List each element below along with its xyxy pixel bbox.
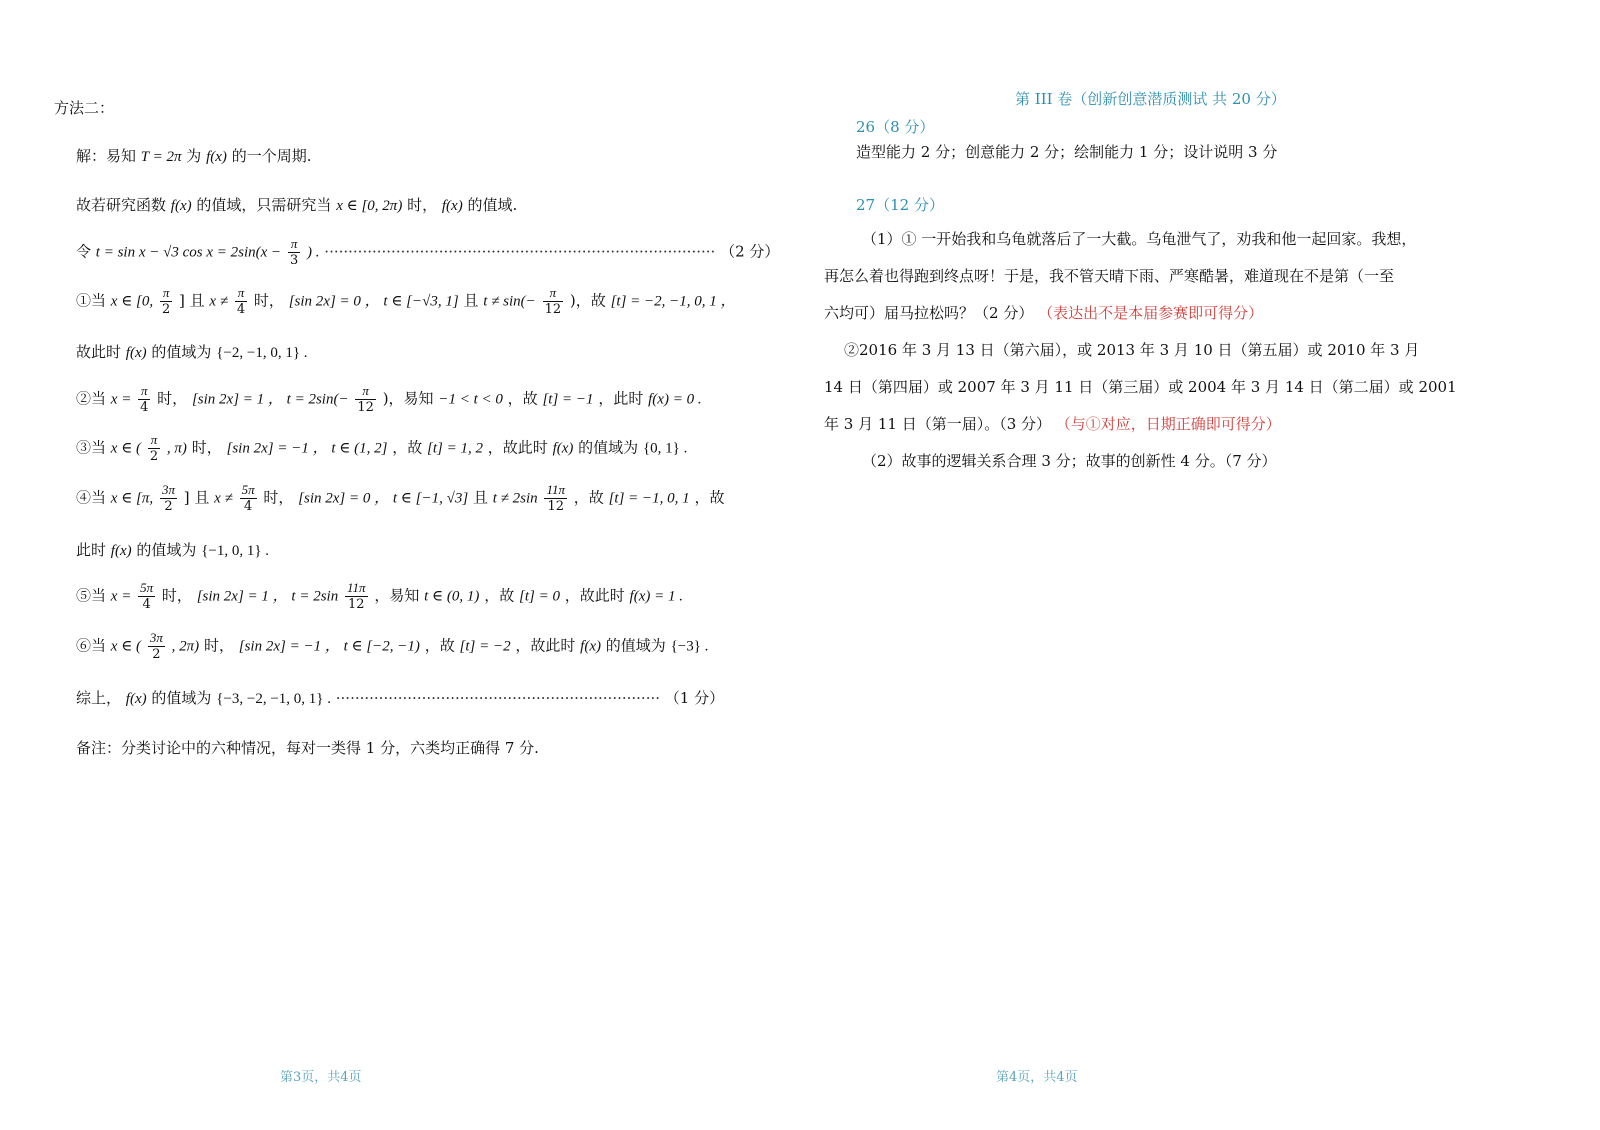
text: ] 且 bbox=[183, 488, 210, 507]
text: ④当 bbox=[76, 488, 107, 507]
text: 的值域为 bbox=[578, 438, 639, 457]
text: 时， bbox=[191, 438, 222, 457]
text: 的一个周期. bbox=[231, 147, 312, 165]
case-2-line bbox=[76, 383, 702, 416]
func-expr: f(x) bbox=[110, 543, 132, 559]
case-1-line bbox=[76, 285, 736, 318]
text: ，故此时 bbox=[564, 586, 625, 605]
q27-paragraph-2-line-2: 14 日（第四届）或 2007 年 3 月 11 日（第三届）或 2004 年 3 月 14 日（第二届）或 2001 bbox=[824, 378, 1457, 396]
text: ，故 bbox=[424, 636, 455, 655]
func-expr: f(x) bbox=[125, 345, 147, 361]
expr: x ≠ bbox=[209, 293, 229, 310]
expr: [sin 2x] = 1 ， t = 2sin bbox=[196, 588, 339, 605]
fraction: $\frac{\pi}{12}$ bbox=[544, 285, 562, 317]
fraction: $\frac{\pi}{4}$ bbox=[236, 285, 246, 317]
scoring-note: （表达出不是本届参赛即可得分） bbox=[1038, 304, 1264, 322]
func-expr: f(x) bbox=[125, 691, 147, 707]
score: （1 分） bbox=[664, 689, 725, 707]
func-expr: f(x) bbox=[580, 638, 601, 655]
cond-expr: x ∈ [0, 2π) bbox=[336, 198, 403, 214]
text: 时， bbox=[203, 636, 234, 655]
text: )，易知 bbox=[382, 389, 434, 408]
fraction: $\frac{3\pi}{2}$ bbox=[149, 630, 163, 662]
fraction: $\frac{\pi}{2}$ bbox=[161, 285, 171, 317]
set-expr: {−3} . bbox=[670, 638, 709, 655]
fraction: $\frac{11\pi}{12}$ bbox=[546, 482, 566, 514]
text: 时， bbox=[161, 586, 192, 605]
expr: [t] = −1 bbox=[542, 391, 594, 408]
expr: ) . bbox=[307, 244, 320, 261]
text: ，易知 bbox=[374, 586, 420, 605]
text: ，故 bbox=[392, 438, 423, 457]
question-26-heading: 26（8 分） bbox=[856, 118, 935, 136]
expr: t ≠ sin(− bbox=[483, 293, 536, 310]
q27-paragraph-2-line-3 bbox=[824, 414, 1281, 434]
case-3-line bbox=[76, 432, 687, 465]
text: ①当 bbox=[76, 291, 107, 310]
expr: x = bbox=[110, 391, 132, 408]
func-expr: f(x) bbox=[552, 440, 574, 457]
expr: [sin 2x] = 1 ， t = 2sin(− bbox=[191, 391, 349, 408]
text: ⑤当 bbox=[76, 586, 107, 605]
q27-paragraph-2-line-1: ②2016 年 3 月 13 日（第六届），或 2013 年 3 月 10 日（第五届）或 2010 年 3 月 bbox=[844, 341, 1420, 359]
set-expr: {−2, −1, 0, 1} . bbox=[216, 345, 308, 361]
text: 故此时 bbox=[76, 343, 122, 361]
text: ⑥当 bbox=[76, 636, 107, 655]
text: 时， bbox=[157, 389, 188, 408]
summary-line bbox=[76, 688, 724, 709]
text: ③当 bbox=[76, 438, 107, 457]
set-expr: {−1, 0, 1} . bbox=[201, 543, 270, 559]
set-expr: {−3, −2, −1, 0, 1} . bbox=[216, 691, 331, 707]
expr: x ∈ ( bbox=[110, 440, 142, 457]
case-4-line bbox=[76, 482, 724, 515]
func-expr: f(x) bbox=[206, 149, 227, 165]
text: 且 bbox=[472, 488, 488, 507]
question-26-text: 造型能力 2 分；创意能力 2 分；绘制能力 1 分；设计说明 3 分 bbox=[856, 143, 1278, 161]
expr: [t] = 1, 2 bbox=[427, 440, 483, 457]
score: （2 分） bbox=[720, 242, 780, 261]
expr: t ≠ 2sin bbox=[492, 490, 538, 507]
text: 的值域为 bbox=[136, 541, 197, 559]
let-t-line bbox=[76, 236, 779, 269]
text: ，故 bbox=[507, 389, 538, 408]
expr: t = sin x − √3 cos x = 2sin(x − bbox=[95, 244, 282, 261]
case-6-line bbox=[76, 630, 708, 663]
expr: [t] = −2, −1, 0, 1 ， bbox=[610, 293, 736, 310]
text: 时， bbox=[407, 196, 438, 214]
page-footer: 第4页，共4页 bbox=[996, 1070, 1078, 1085]
q27-paragraph-1-line-2: 再怎么着也得跑到终点呀！于是，我不管天晴下雨、严寒酷暑，难道现在不是第（一至 bbox=[824, 267, 1395, 285]
fraction: $\frac{\pi}{12}$ bbox=[357, 383, 374, 415]
text: 六均可）届马拉松吗？（2 分） bbox=[824, 304, 1034, 322]
func-expr: f(x) bbox=[170, 198, 192, 214]
expr: t ∈ (0, 1) bbox=[424, 588, 480, 605]
note-line: 备注：分类讨论中的六种情况，每对一类得 1 分，六类均正确得 7 分. bbox=[76, 739, 539, 757]
text: 为 bbox=[186, 147, 202, 165]
fraction: $\frac{\pi}{4}$ bbox=[140, 383, 149, 415]
q27-paragraph-1-line-1: （1）① 一开始我和乌龟就落后了一大截。乌龟泄气了，劝我和他一起回家。我想， bbox=[862, 230, 1417, 248]
q27-paragraph-1-line-3 bbox=[824, 303, 1263, 323]
text: 的值域为 bbox=[605, 636, 666, 655]
fraction: $\frac{\pi}{3}$ bbox=[289, 236, 299, 268]
expr: x = bbox=[110, 588, 132, 605]
fraction: $\frac{5\pi}{4}$ bbox=[241, 482, 255, 514]
text: 故若研究函数 bbox=[76, 196, 167, 214]
text: 综上， bbox=[76, 689, 122, 707]
expr: [t] = 0 bbox=[518, 588, 560, 605]
expr: [t] = −1, 0, 1 bbox=[608, 490, 690, 507]
expr: [t] = −2 bbox=[459, 638, 511, 655]
text: ，故此时 bbox=[487, 438, 548, 457]
question-27-heading: 27（12 分） bbox=[856, 196, 944, 214]
text: ②当 bbox=[76, 389, 107, 408]
text: )，故 bbox=[569, 291, 606, 310]
section-title: 第 III 卷（创新创意潜质测试 共 20 分） bbox=[1015, 90, 1286, 108]
text: 的值域. bbox=[467, 196, 518, 214]
text: ] 且 bbox=[179, 291, 205, 310]
case-1-result-line bbox=[76, 342, 308, 363]
text: ，故 bbox=[694, 488, 725, 507]
func-expr: f(x) bbox=[441, 198, 463, 214]
text: 的值域为 bbox=[151, 689, 212, 707]
expr: f(x) = 1 . bbox=[629, 588, 683, 605]
solve-line bbox=[76, 146, 311, 167]
study-line bbox=[76, 195, 517, 216]
text: 解：易知 bbox=[76, 147, 137, 165]
expr: , π) bbox=[166, 440, 187, 457]
scoring-note: （与①对应，日期正确即可得分） bbox=[1055, 415, 1281, 433]
text: 且 bbox=[463, 291, 479, 310]
q27-paragraph-3: （2）故事的逻辑关系合理 3 分；故事的创新性 4 分。（7 分） bbox=[862, 452, 1277, 470]
expr: x ∈ [π, bbox=[110, 490, 154, 507]
period-expr: T = 2π bbox=[140, 149, 182, 165]
expr: , 2π) bbox=[171, 638, 200, 655]
fraction: $\frac{3\pi}{2}$ bbox=[161, 482, 175, 514]
leader-dots: ·················································································· bbox=[324, 242, 716, 261]
text: 时， bbox=[263, 488, 294, 507]
expr: [sin 2x] = 0 ， t ∈ [−√3, 1] bbox=[288, 293, 459, 310]
leader-dots: ···································································· bbox=[335, 689, 660, 707]
text: 此时 bbox=[76, 541, 107, 559]
expr: x ≠ bbox=[214, 490, 233, 507]
page-footer: 第3页，共4页 bbox=[280, 1070, 362, 1085]
expr: x ∈ [0, bbox=[110, 293, 154, 310]
text: 的值域，只需研究当 bbox=[196, 196, 332, 214]
method-heading: 方法二： bbox=[54, 99, 115, 117]
case-5-line bbox=[76, 580, 683, 613]
expr: [sin 2x] = −1 ， t ∈ [−2, −1) bbox=[238, 638, 420, 655]
text: 时， bbox=[253, 291, 284, 310]
fraction: $\frac{\pi}{2}$ bbox=[149, 432, 159, 464]
fraction: $\frac{5\pi}{4}$ bbox=[140, 580, 154, 612]
right-page bbox=[800, 0, 1600, 1130]
fraction: $\frac{11\pi}{12}$ bbox=[347, 580, 366, 612]
text: 令 bbox=[76, 242, 92, 261]
text: ，故此时 bbox=[515, 636, 576, 655]
text: ，故 bbox=[573, 488, 604, 507]
expr: f(x) = 0 . bbox=[648, 391, 702, 408]
text: ，此时 bbox=[598, 389, 644, 408]
text: ，故 bbox=[484, 586, 515, 605]
text: 年 3 月 11 日（第一届）。（3 分） bbox=[824, 415, 1052, 433]
text: 的值域为 bbox=[151, 343, 212, 361]
case-4-result-line bbox=[76, 540, 269, 561]
expr: [sin 2x] = 0 ， t ∈ [−1, √3] bbox=[298, 490, 469, 507]
expr: [sin 2x] = −1 ， t ∈ (1, 2] bbox=[226, 440, 388, 457]
expr: −1 < t < 0 bbox=[438, 391, 503, 408]
expr: x ∈ ( bbox=[110, 638, 142, 655]
set-expr: {0, 1} . bbox=[642, 440, 688, 457]
